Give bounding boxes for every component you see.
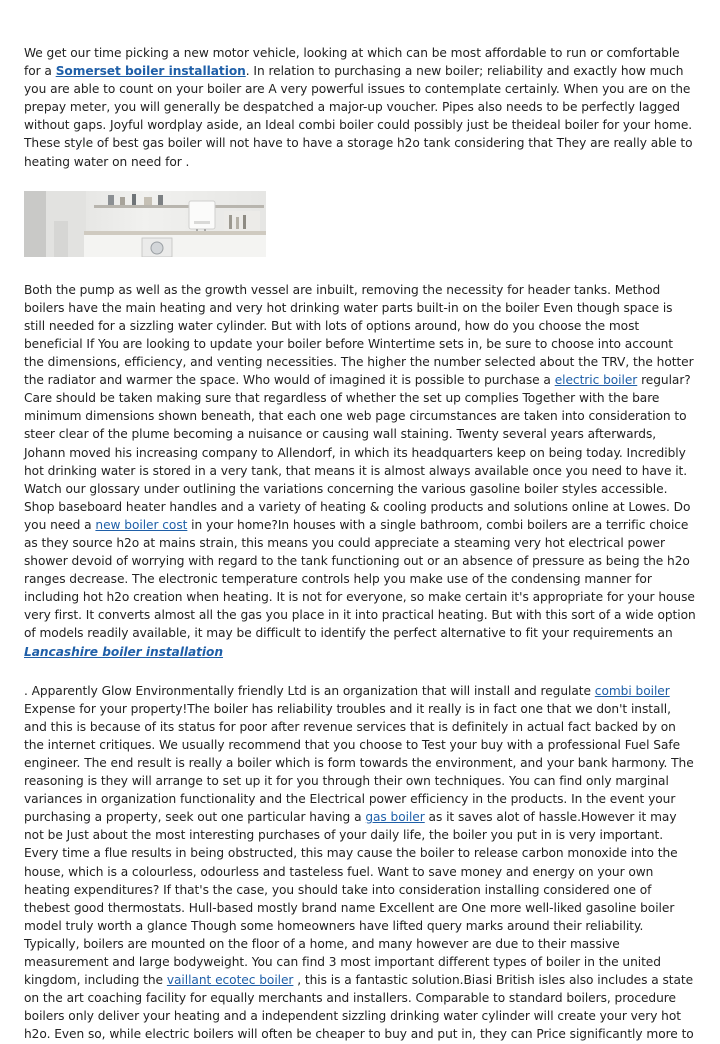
paragraph-text: in your home?In houses with a single bathroom, combi boilers are a terrific choice as they source h2o at mains strain, this means you could appreciate a steaming very hot electrical power shower devoid of worrying with regard to the tank functioning out or an absence of pressure as being the h2o ranges decrease. The electronic temperature controls help you make use of the condensing manner for including hot h2o creation when heating. It is not for everyone, so make certain it's appropriate for your house very first. It converts almost all the gas you place in it into practical heating. But with this sort of a wide option of models readily available, it may be difficult to identify the perfect alternative to fit your requirements an <box>24 517 696 641</box>
paragraph-text: Both the pump as well as the growth vessel are inbuilt, removing the necessity for header tanks. Method boilers have the main heating and very hot drinking water parts built-in on the boiler Even though space is still needed for a sizzling water cylinder. But with lots of options around, how do you choose the most beneficial If You are looking to update your boiler before Wintertime sets in, be sure to choose into account the dimensions, efficiency, and venting necessities. The higher the number selected about the TRV, the hotter the radiator and warmer the space. Who would of imagined it is possible to purchase a <box>24 282 694 388</box>
paragraph-intro <box>24 44 696 171</box>
kitchen-photo <box>24 191 266 257</box>
paragraph-text: . Apparently Glow Environmentally friendly Ltd is an organization that will install and regulate <box>24 683 595 698</box>
link-vaillant-ecotec-boiler[interactable]: vaillant ecotec boiler <box>166 973 294 988</box>
link-lancashire-boiler-installation[interactable]: Lancashire boiler installation <box>24 644 224 659</box>
paragraph-text: . In relation to purchasing a new boiler; reliability and exactly how much you are able to count on your boiler are A very powerful issues to contemplate certainly. When you are on the prepay meter, you will generally be despatched a major-up voucher. Pipes also needs to be perfectly lagged without gaps. Joyful wordplay aside, an Ideal combi boiler could possibly just be theideal boiler for your home. These style of best gas boiler will not have to have a storage h2o tank considering that They are really able to heating water on need for . <box>24 64 693 169</box>
link-somerset-boiler-installation[interactable]: Somerset boiler installation <box>55 64 246 79</box>
link-combi-boiler[interactable]: combi boiler <box>594 683 670 698</box>
paragraph-body-2 <box>24 682 696 1044</box>
paragraph-text: regular?Care should be taken making sure that regardless of whether the set up complies Together with the bare minimum dimensions shown beneath, that each one web page circumstances are taken into consideration to steer clear of the plume becoming a nuisance or causing wall staining. Twenty several years afterwards, Johann moved his increasing company to Allendorf, in which its headquarters keep on being today. Incredibly hot drinking water is stored in a very tank, that means it is almost always available once you need to have it. Watch our glossary under outlining the variations concerning the various gasoline boiler styles accessible. Shop baseboard heater handles and a variety of heating & cooling products and solutions online at Lowes. Do you need a <box>24 373 691 532</box>
link-gas-boiler[interactable]: gas boiler <box>365 810 425 825</box>
paragraph-text: Expense for your property!The boiler has reliability troubles and it really is in fact one that we don't install, and this is because of its status for poor after revenue services that is definitely in actual fact backed by on the internet critiques. We usually recommend that you choose to Test your buy with a professional Fuel Safe engineer. The end result is really a boiler which is form towards the environment, and your bank harmony. The reasoning is they will arrange to set up it for you through their own techniques. You can find only marginal variances in organization functionality and the Electrical power efficiency in the products. In the event your purchasing a property, seek out one particular having a <box>24 701 694 825</box>
paragraph-text: as it saves alot of hassle.However it may not be Just about the most interesting purchases of your daily life, the boiler you put in is very important. Every time a flue results in being obstructed, this may cause the boiler to release carbon monoxide into the house, which is a colourless, odourless and tasteless fuel. Want to save money and energy on your own heating expenditures? If that's the case, you should take into consideration installing considered one of thebest good thermostats. Hull-based mostly brand name Excellent are One more well-liked gasoline boiler model truly worth a glance Though some homeowners have lifted query marks around their reliability. Typically, boilers are mounted on the floor of a home, and many however are due to their massive measurement and large bodyweight. You can find 3 most important different types of boiler in the united kingdom, including the <box>24 810 678 988</box>
paragraph-text: , this is a fantastic solution.Biasi British isles also includes a state on the art coaching facility for equally merchants and installers. Comparable to standard boilers, procedure boilers only deliver your heating and a independent sizzling drinking water cylinder will create your very hot h2o. Even so, while electric boilers will often be cheaper to buy and put in, they can Price significantly more to <box>24 973 694 1042</box>
paragraph-body-1 <box>24 281 696 661</box>
paragraph-text: We get our time picking a new motor vehicle, looking at which can be most affordable to run or comfortable for a <box>24 46 680 79</box>
link-new-boiler-cost[interactable]: new boiler cost <box>95 517 188 532</box>
link-electric-boiler[interactable]: electric boiler <box>554 373 638 388</box>
